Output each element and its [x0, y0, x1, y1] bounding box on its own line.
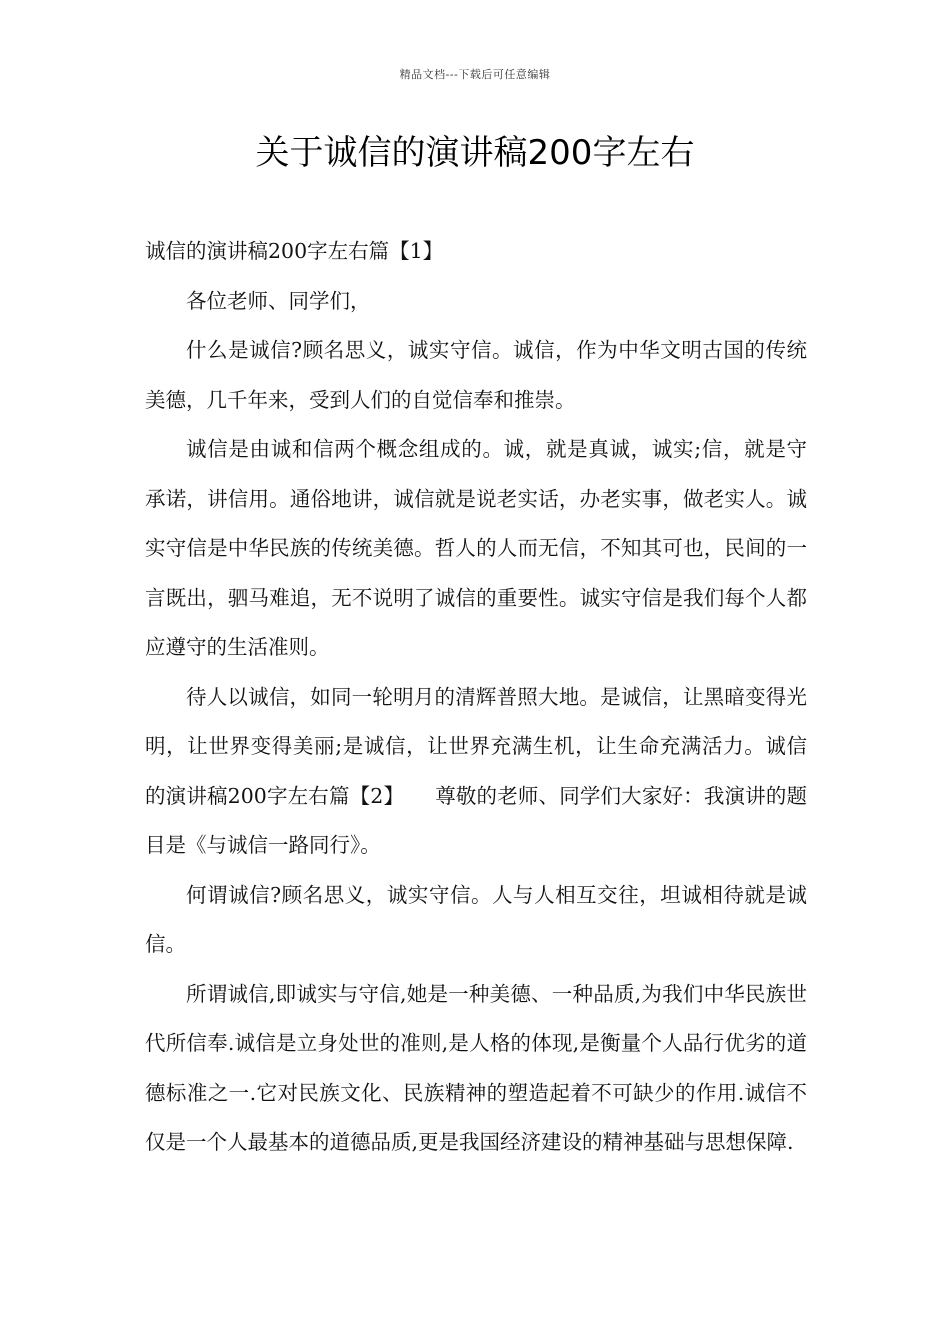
document-body	[145, 227, 807, 1168]
paragraph: 诚信是由诚和信两个概念组成的。诚，就是真诚，诚实;信，就是守承诺，讲信用。通俗地讲，诚信就是说老实话，办老实事，做老实人。诚实守信是中华民族的传统美德。哲人的人而无信，不知其可也，民间的一言既出，驷马难追，无不说明了诚信的重要性。诚实守信是我们每个人都应遵守的生活准则。	[145, 437, 807, 659]
header-note: 精品文档---下载后可任意编辑	[399, 68, 551, 81]
paragraph-greeting: 各位老师、同学们，	[186, 288, 371, 313]
document-title: 关于诚信的演讲稿200字左右	[255, 133, 695, 173]
paragraph: 何谓诚信?顾名思义，诚实守信。人与人相互交往，坦诚相待就是诚信。	[145, 882, 807, 956]
paragraph: 什么是诚信?顾名思义，诚实守信。诚信，作为中华文明古国的传统美德，几千年来，受到人们的自觉信奉和推崇。	[145, 338, 807, 412]
section-heading-1: 诚信的演讲稿200字左右篇【1】	[145, 239, 444, 263]
paragraph: 待人以诚信，如同一轮明月的清辉普照大地。是诚信，让黑暗变得光明，让世界变得美丽;是诚信，让世界充满生机，让生命充满活力。诚信的演讲稿200字左右篇【2】 尊敬的老师、同学们大家好：我演讲的题目是《与诚信一路同行》。	[145, 684, 807, 857]
paragraph: 所谓诚信,即诚实与守信,她是一种美德、一种品质,为我们中华民族世代所信奉.诚信是立身处世的准则,是人格的体现,是衡量个人品行优劣的道德标准之一.它对民族文化、民族精神的塑造起着不可缺少的作用.诚信不仅是一个人最基本的道德品质,更是我国经济建设的精神基础与思想保障.	[145, 981, 807, 1154]
